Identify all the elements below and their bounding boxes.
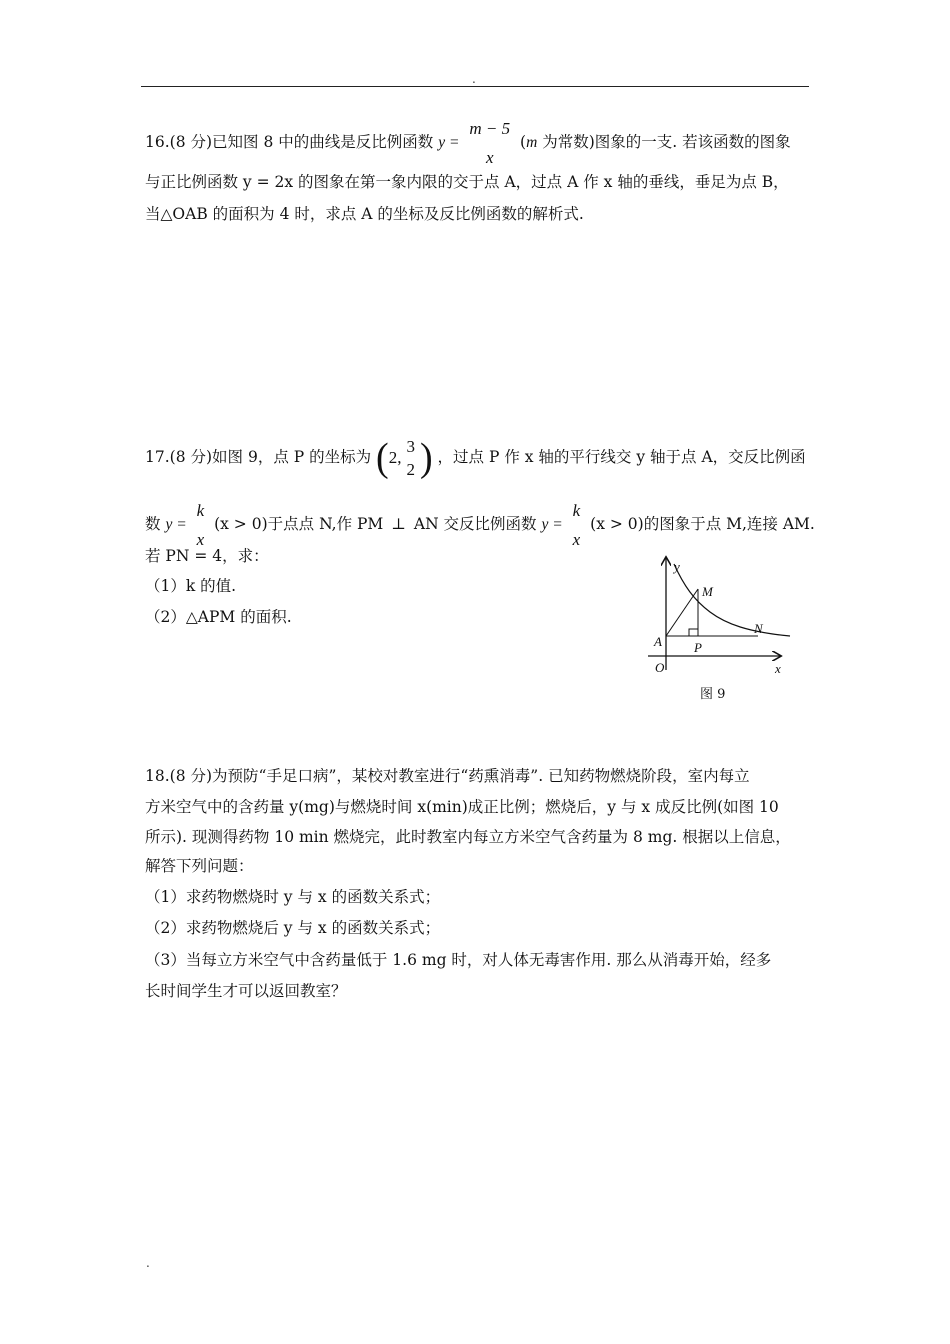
q17-line3: 若 PN = 4，求： [145, 547, 269, 565]
q16-text-a: 16.(8 分)已知图 8 中的曲线是反比例函数 [145, 133, 434, 151]
figure-9-caption: 图 9 [700, 687, 726, 702]
q16-y-eq: y = [438, 134, 460, 151]
q18-line2: 方米空气中的含药量 y(mg)与燃烧时间 x(min)成正比例；燃烧后，y 与 x 成反比例(如图 10 [145, 798, 779, 816]
q17-frac-1 [195, 502, 207, 548]
q17-frac2-den: x [572, 530, 581, 549]
q16-text-c: 为常数)图象的一支. 若该函数的图象 [537, 133, 791, 151]
q17-sub1: （1）k 的值. [145, 577, 237, 595]
q17-cond-2: (x > 0) [590, 515, 644, 533]
q17-frac1-den: x [196, 530, 205, 549]
footer-mark: . [146, 1256, 150, 1270]
q17-coord-num: 3 [406, 437, 415, 456]
fig-label-x: x [775, 661, 781, 676]
perpendicular-symbol: ⊥ [391, 515, 406, 533]
q16-m: m [526, 134, 538, 151]
fig-label-A: A [654, 634, 662, 649]
fig-label-M: M [702, 584, 713, 599]
q16-frac-den: x [485, 148, 494, 167]
fig-label-N: N [754, 621, 763, 636]
q17-text-a: 17.(8 分)如图 9，点 P 的坐标为 [145, 448, 372, 466]
q17-y-eq-2: y = [541, 516, 563, 533]
header-rule [141, 86, 809, 87]
q17-text-2b: 于点点 N,作 PM [267, 515, 384, 533]
hyperbola-curve [674, 564, 790, 636]
q16-line2: 与正比例函数 y = 2x 的图象在第一象内限的交于点 A，过点 A 作 x 轴的垂线，垂足为点 B， [145, 173, 789, 191]
q18-sub3: （3）当每立方米空气中含药量低于 1.6 mg 时，对人体无毒害作用. 那么从消毒开始，经多 [145, 951, 772, 969]
q17-paren-left: ( [376, 435, 389, 481]
q17-y-eq-1: y = [165, 516, 187, 533]
q16-line3: 当△OAB 的面积为 4 时，求点 A 的坐标及反比例函数的解析式. [145, 205, 584, 223]
q17-text-2a: 数 [145, 515, 161, 533]
q17-text-2d: 的图象于点 M,连接 AM. [643, 515, 815, 533]
q18-sub1: （1）求药物燃烧时 y 与 x 的函数关系式； [145, 888, 441, 906]
q16-fraction [467, 120, 512, 166]
q17-coord-den: 2 [406, 460, 415, 479]
q17-frac2-num: k [572, 501, 581, 520]
q17-coord-frac [404, 438, 417, 478]
q17-line2 [145, 502, 815, 548]
right-angle-mark [689, 629, 698, 636]
header-mark: . [472, 72, 476, 86]
q17-text-2c: AN 交反比例函数 [413, 515, 537, 533]
q16-text-b: ( [520, 133, 527, 151]
q17-cond-1: (x > 0) [214, 515, 268, 533]
q18-sub4: 长时间学生才可以返回教室？ [145, 982, 347, 1000]
q18-sub2: （2）求药物燃烧后 y 与 x 的函数关系式； [145, 919, 441, 937]
q18-line3: 所示). 现测得药物 10 min 燃烧完，此时教室内每立方米空气含药量为 8 mg. 根据以上信息， [145, 828, 791, 846]
q17-paren-right: ) [419, 435, 433, 481]
q16-frac-num: m − 5 [469, 119, 511, 138]
fig-label-P: P [694, 640, 702, 655]
q18-line4: 解答下列问题： [145, 857, 254, 875]
figure-9 [640, 552, 800, 682]
fig-label-O: O [655, 660, 665, 675]
q18-line1: 18.(8 分)为预防“手足口病”，某校对教室进行“药熏消毒”. 已知药物燃烧阶段，室内每立 [145, 767, 750, 785]
q17-text-b: ，过点 P 作 x 轴的平行线交 y 轴于点 A，交反比例函 [437, 448, 806, 466]
q16-line1 [145, 120, 791, 166]
fig-label-y: y [674, 559, 680, 574]
q17-coord-x: 2, [388, 448, 402, 467]
q17-sub2: （2）△APM 的面积. [145, 608, 292, 626]
q17-line1 [145, 435, 806, 481]
q17-frac-2 [571, 502, 583, 548]
q17-frac1-num: k [196, 501, 205, 520]
